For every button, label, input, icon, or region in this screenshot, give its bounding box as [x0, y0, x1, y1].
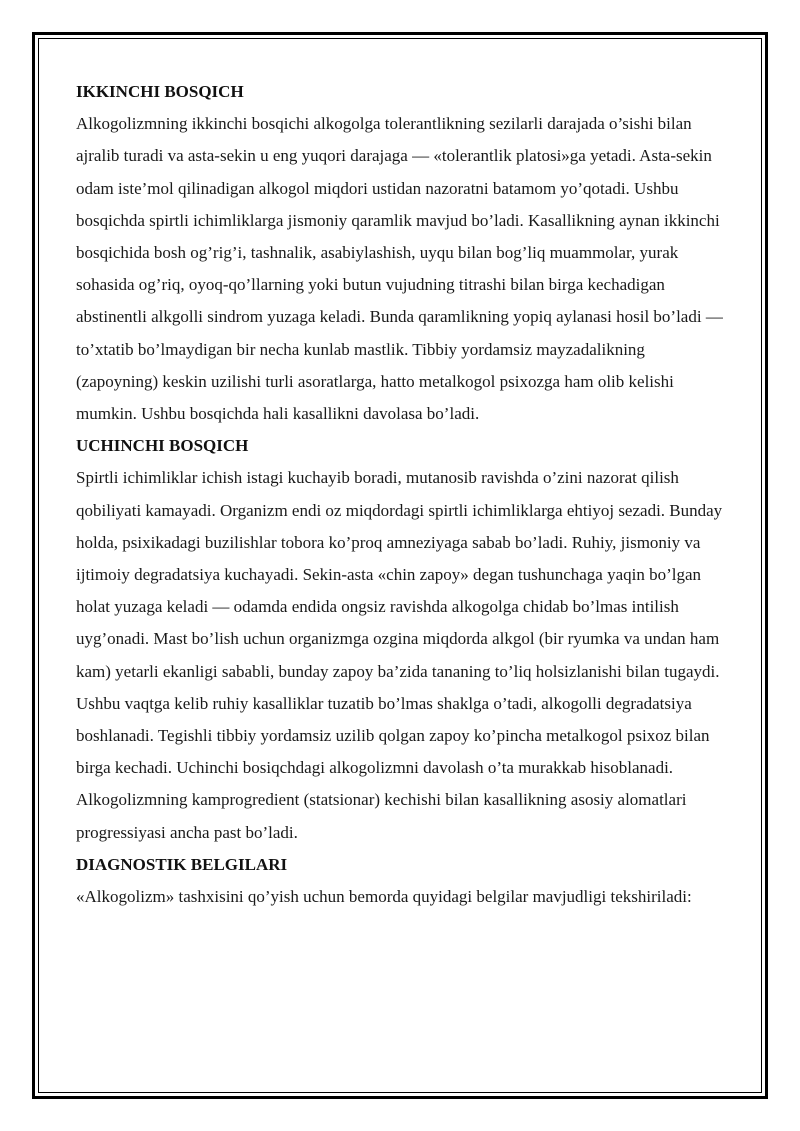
paragraph-ikkinchi-bosqich: Alkogolizmning ikkinchi bosqichi alkogolga tolerantlikning sezilarli darajada o’sishi bilan ajralib turadi va asta-sekin u eng yuqori darajaga — «tolerantlik platosi»ga yetadi. Asta-sekin odam iste’mol qilinadigan alkogol miqdori ustidan nazoratni batamom yo’qotadi. Ushbu bosqichda spirtli ichimliklarga jismoniy qaramlik mavjud bo’ladi. Kasallikning aynan ikkinchi bosqichida bosh og’rig’i, tashnalik, asabiylashish, uyqu bilan bog’liq muammolar, yurak sohasida og’riq, oyoq-qo’llarning yoki butun vujudning titrashi bilan birga kechadigan abstinentli alkgolli sindrom yuzaga keladi. Bunda qaramlikning yopiq aylanasi hosil bo’ladi — to’xtatib bo’lmaydigan bir necha kunlab mastlik. Tibbiy yordamsiz mayzadalikning (zapoyning) keskin uzilishi turli asoratlarga, hatto metalkogol psixozga ham olib kelishi mumkin. Ushbu bosqichda hali kasallikni davolasa bo’ladi. [76, 114, 723, 424]
section-heading-diagnostik-belgilari: DIAGNOSTIK BELGILARI [76, 854, 288, 874]
paragraph-uchinchi-bosqich: Spirtli ichimliklar ichish istagi kuchayib boradi, mutanosib ravishda o’zini nazorat qilish qobiliyati kamayadi. Organizm endi oz miqdordagi spirtli ichimliklarga ehtiyoj sezadi. Bunday holda, psixikadagi buzilishlar tobora ko’proq amneziyaga sabab bo’ladi. Ruhiy, jismoniy va ijtimoiy degradatsiya kuchayadi. Sekin-asta «chin zapoy» degan tushunchaga yaqin bo’lgan holat yuzaga keladi — odamda endida ongsiz ravishda alkogolga chidab bo’lmas intilish uyg’onadi. Mast bo’lish uchun organizmga ozgina miqdorda alkgol (bir ryumka va undan ham kam) yetarli ekanligi sababli, bunday zapoy ba’zida tananing to’liq holsizlanishi bilan tugaydi. Ushbu vaqtga kelib ruhiy kasalliklar tuzatib bo’lmas shaklga o’tadi, alkogolli degradatsiya boshlanadi. Tegishli tibbiy yordamsiz uzilib qolgan zapoy ko’pincha metalkogol psixoz bilan birga kechadi. Uchinchi bosiqchdagi alkogolizmni davolash o’ta murakkab hisoblanadi. [76, 468, 723, 778]
paragraph-diagnostik-belgilari: «Alkogolizm» tashxisini qo’yish uchun bemorda quyidagi belgilar mavjudligi tekshiriladi: [76, 887, 692, 907]
section-heading-ikkinchi-bosqich: IKKINCHI BOSQICH [76, 82, 244, 101]
document-body [76, 76, 726, 913]
paragraph-kamprogredient: Alkogolizmning kamprogredient (statsionar) kechishi bilan kasallikning asosiy alomatlari progressiyasi ancha past bo’ladi. [76, 790, 687, 842]
section-heading-uchinchi-bosqich: UCHINCHI BOSQICH [76, 436, 249, 456]
